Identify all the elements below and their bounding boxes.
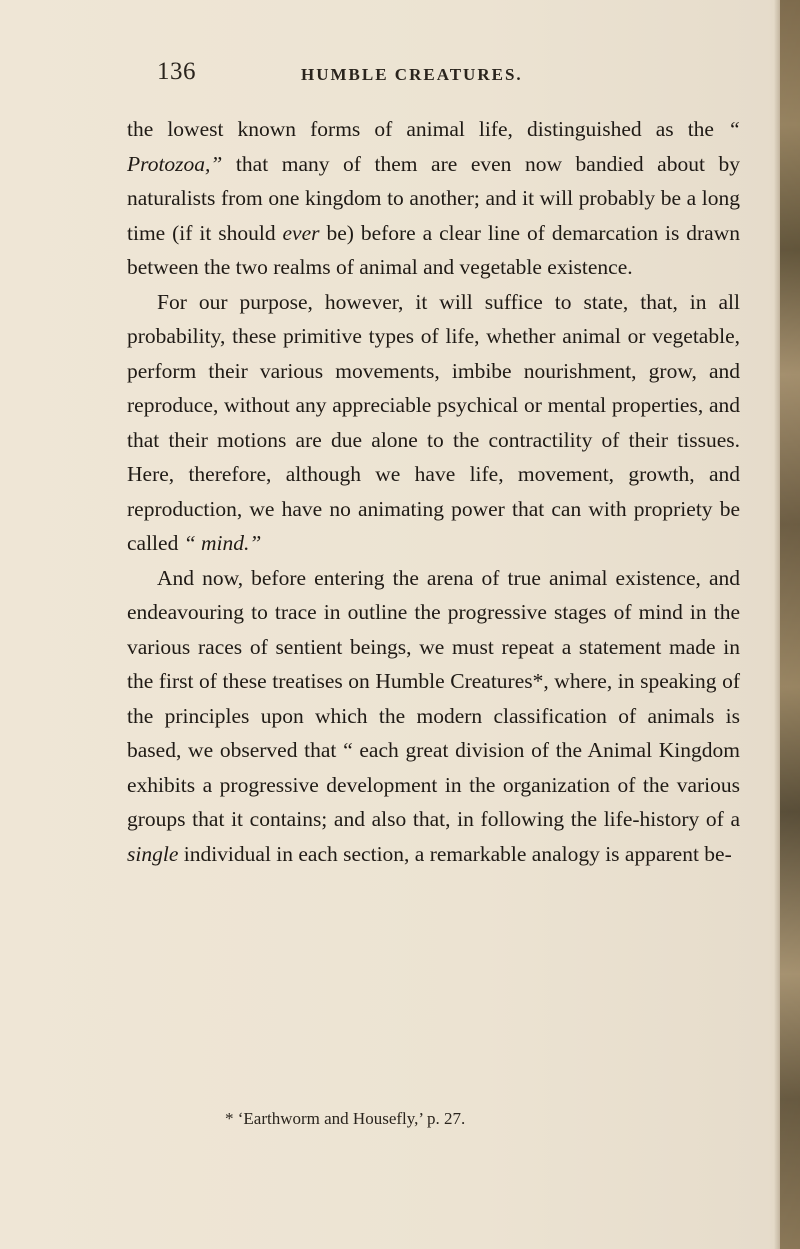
footnote: * ‘Earthworm and Housefly,’ p. 27. <box>225 1109 466 1128</box>
running-head: HUMBLE CREATURES. <box>301 65 523 84</box>
paragraph-3-text-b: individual in each section, a remarkable analogy is apparent be- <box>178 841 732 866</box>
paragraph-2-text-a: For our purpose, however, it will suffice to state, that, in all probability, these primitive types of life, whether animal or vegetable, perform their various movements, imbibe nourishment, grow, and reproduce, without any appreciable psychical or mental properties, and that their motions are due alone to the contractility of their tissues. Here, therefore, although we have life, movement, growth, and reproduction, we have no animating power that can with propriety be called <box>127 289 740 555</box>
paragraph-1-text-b: that many of them are even now bandied about by naturalists from one kingdom to another; and it will probably be a long time (if it should <box>127 151 740 245</box>
paragraph-1-italic-ever: ever <box>282 220 320 245</box>
paragraph-3-italic-single: single <box>127 841 179 866</box>
paragraph-1 <box>127 112 740 285</box>
paragraph-2 <box>127 285 740 561</box>
paragraph-1-text-c: be) before a clear line of demarcation is drawn between the two realms of animal and vegetable existence. <box>127 220 740 279</box>
body-text <box>127 112 740 871</box>
paragraph-1-text-a: the lowest known forms of animal life, distinguished as the <box>127 117 729 141</box>
page-header <box>157 58 747 98</box>
paragraph-2-italic-mind: “ mind.” <box>183 531 262 555</box>
paragraph-3 <box>127 561 740 872</box>
page-number: 136 <box>157 58 196 85</box>
paragraph-3-text-a: And now, before entering the arena of true animal existence, and endeavouring to trace in outline the progressive stages of mind in the various races of sentient beings, we must repeat a statement made in the first of these treatises on Humble Creatures*, where, in speaking of the principles upon which the modern classification of animals is based, we observed that “ each great division of the Animal Kingdom exhibits a progressive development in the organization of the various groups that it contains; and also that, in following the life-history of a <box>127 565 740 831</box>
page-edge-binding <box>780 0 800 1249</box>
paragraph-1-italic-protozoa: “ Protozoa,” <box>127 117 740 176</box>
